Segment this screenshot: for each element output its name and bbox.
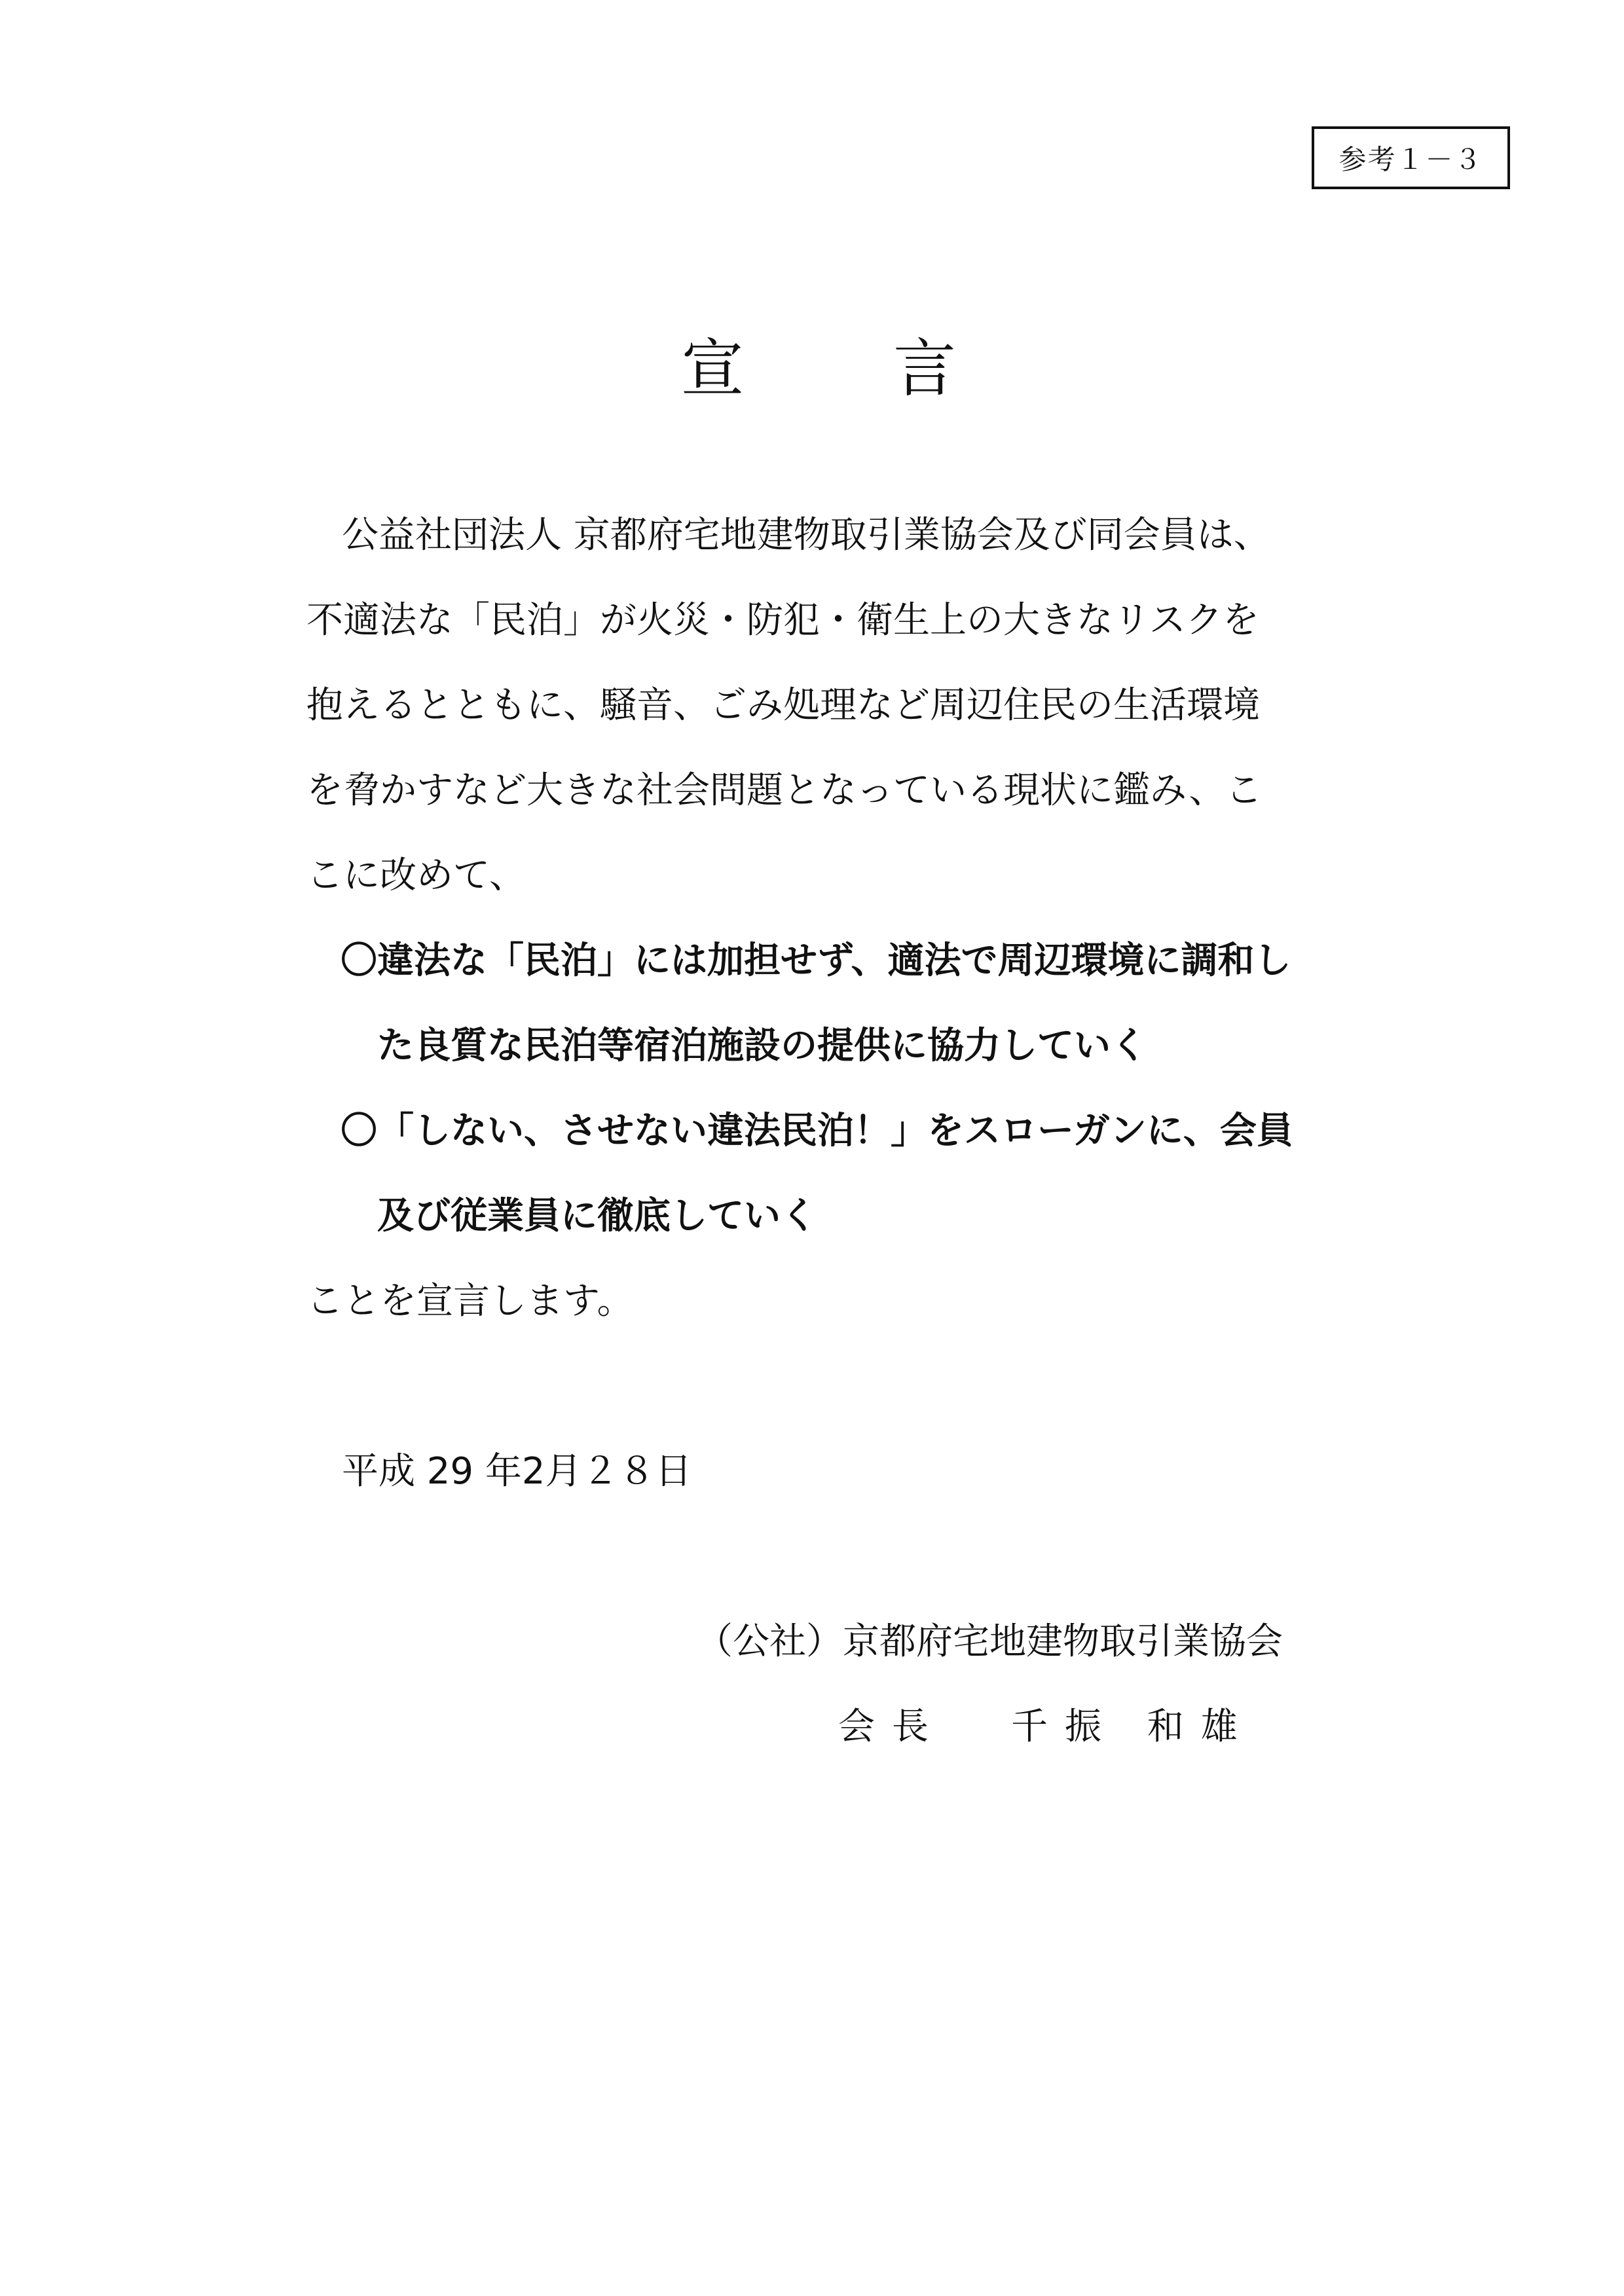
signer-block bbox=[838, 1701, 1255, 1753]
signer-name: 千振 和雄 bbox=[1011, 1705, 1255, 1748]
body-line-3: 抱えるとともに、騒音、ごみ処理など周辺住民の生活環境 bbox=[306, 684, 1260, 727]
title-char-1: 宣 bbox=[681, 331, 744, 405]
title-char-2: 言 bbox=[893, 331, 956, 405]
pledge-item-1: 〇違法な「民泊」には加担せず、適法で周辺環境に調和し bbox=[341, 939, 1291, 982]
body-line-2: 不適法な「民泊」が火災・防犯・衛生上の大きなリスクを bbox=[306, 599, 1259, 642]
body-line-1: 公益社団法人 京都府宅地建物取引業協会及び同会員は、 bbox=[342, 514, 1270, 556]
reference-label: 参考１－３ bbox=[1312, 126, 1510, 189]
body-line-4: を脅かすなど大きな社会問題となっている現状に鑑み、こ bbox=[306, 769, 1263, 812]
document-title bbox=[681, 321, 956, 406]
pledge-item-2: 〇「しない、させない違法民泊！」をスローガンに、会員 bbox=[341, 1110, 1293, 1152]
pledge-item-2-continued: 及び従業員に徹底していく bbox=[377, 1195, 817, 1237]
closing-statement: ことを宣言します。 bbox=[306, 1280, 634, 1322]
body-line-5: こに改めて、 bbox=[306, 854, 526, 897]
organization-name: （公社）京都府宅地建物取引業協会 bbox=[696, 1620, 1283, 1663]
declaration-date: 平成 29 年2月２８日 bbox=[342, 1450, 692, 1493]
pledge-item-1-continued: た良質な民泊等宿泊施設の提供に協力していく bbox=[377, 1025, 1147, 1067]
signer-position: 会長 bbox=[838, 1705, 946, 1748]
